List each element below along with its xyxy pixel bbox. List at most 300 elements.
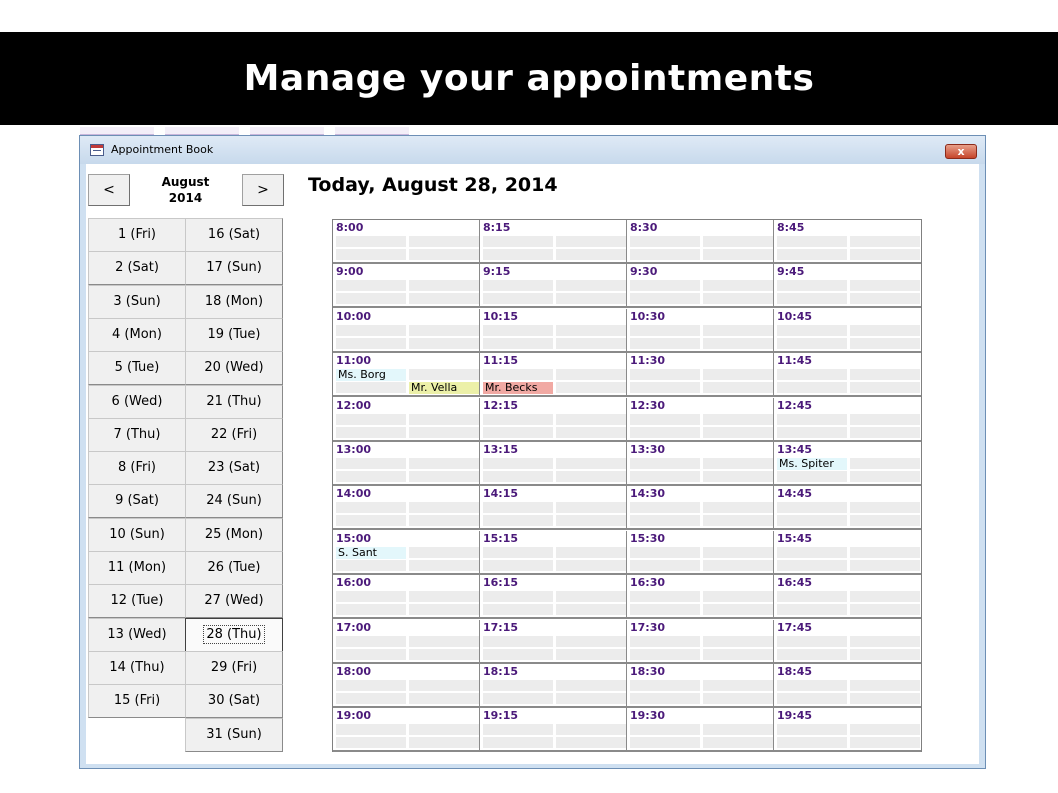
time-slot[interactable] — [627, 486, 774, 530]
empty-sub-slot[interactable] — [556, 680, 626, 691]
empty-sub-slot[interactable] — [703, 724, 773, 735]
empty-sub-slot[interactable] — [777, 693, 847, 704]
empty-sub-slot[interactable] — [336, 636, 406, 647]
time-slot-label: 15:00 — [336, 531, 372, 545]
empty-sub-slot[interactable] — [630, 547, 700, 558]
empty-sub-slot[interactable] — [703, 471, 773, 482]
time-slot[interactable] — [627, 708, 774, 752]
empty-sub-slot[interactable] — [630, 293, 700, 304]
empty-sub-slot[interactable] — [336, 293, 406, 304]
time-slot-label: 13:30 — [630, 443, 666, 456]
appointment-entry[interactable]: S. Sant — [336, 547, 406, 559]
empty-sub-slot[interactable] — [483, 325, 553, 336]
empty-sub-slot[interactable] — [556, 515, 626, 526]
empty-sub-slot[interactable] — [703, 560, 773, 571]
empty-sub-slot[interactable] — [336, 471, 406, 482]
empty-sub-slot[interactable] — [777, 547, 847, 558]
day-button[interactable] — [88, 518, 186, 552]
time-slot[interactable] — [333, 398, 480, 442]
empty-sub-slot[interactable] — [630, 560, 700, 571]
empty-sub-slot[interactable] — [630, 636, 700, 647]
window-close-button[interactable]: x — [945, 144, 977, 159]
empty-sub-slot[interactable] — [630, 471, 700, 482]
time-slot[interactable] — [774, 620, 921, 664]
empty-sub-slot[interactable] — [483, 547, 553, 558]
empty-sub-slot[interactable] — [703, 680, 773, 691]
day-button[interactable] — [185, 684, 283, 718]
prev-month-button[interactable]: < — [88, 174, 130, 206]
empty-sub-slot[interactable] — [336, 249, 406, 260]
empty-sub-slot[interactable] — [777, 338, 847, 349]
empty-sub-slot[interactable] — [483, 560, 553, 571]
time-slot[interactable] — [774, 309, 921, 353]
time-slot[interactable] — [480, 531, 627, 575]
time-slot[interactable] — [333, 708, 480, 752]
empty-sub-slot[interactable] — [483, 471, 553, 482]
empty-sub-slot[interactable] — [850, 547, 920, 558]
time-slot[interactable] — [333, 575, 480, 619]
time-slot[interactable] — [480, 575, 627, 619]
day-button[interactable] — [185, 218, 283, 252]
empty-sub-slot[interactable] — [409, 547, 479, 558]
empty-sub-slot[interactable] — [336, 382, 406, 393]
day-button[interactable] — [185, 418, 283, 452]
empty-sub-slot[interactable] — [703, 325, 773, 336]
time-slot-label: 16:30 — [630, 576, 666, 590]
day-button[interactable] — [185, 518, 283, 552]
empty-sub-slot[interactable] — [483, 280, 553, 291]
empty-sub-slot[interactable] — [703, 591, 773, 602]
day-button[interactable] — [88, 551, 186, 585]
time-slot[interactable] — [774, 708, 921, 752]
empty-sub-slot[interactable] — [409, 649, 479, 660]
day-button[interactable] — [88, 651, 186, 685]
day-button[interactable] — [185, 285, 283, 319]
day-button[interactable] — [88, 218, 186, 252]
time-slot[interactable] — [480, 620, 627, 664]
day-button[interactable] — [185, 584, 283, 618]
empty-sub-slot[interactable] — [630, 280, 700, 291]
empty-sub-slot[interactable] — [483, 458, 553, 469]
day-button[interactable] — [185, 385, 283, 419]
empty-sub-slot[interactable] — [483, 502, 553, 513]
empty-sub-slot[interactable] — [409, 338, 479, 349]
empty-sub-slot[interactable] — [703, 515, 773, 526]
empty-sub-slot[interactable] — [336, 414, 406, 425]
empty-sub-slot[interactable] — [556, 560, 626, 571]
empty-sub-slot[interactable] — [850, 636, 920, 647]
day-button[interactable] — [88, 318, 186, 352]
appointment-entry[interactable]: Ms. Spiter — [777, 458, 847, 470]
empty-sub-slot[interactable] — [336, 338, 406, 349]
empty-sub-slot[interactable] — [630, 236, 700, 247]
empty-sub-slot[interactable] — [409, 515, 479, 526]
empty-sub-slot[interactable] — [703, 280, 773, 291]
time-slot[interactable] — [774, 575, 921, 619]
empty-sub-slot[interactable] — [777, 560, 847, 571]
empty-sub-slot[interactable] — [850, 502, 920, 513]
time-slot[interactable] — [774, 531, 921, 575]
empty-sub-slot[interactable] — [483, 249, 553, 260]
empty-sub-slot[interactable] — [777, 427, 847, 438]
empty-sub-slot[interactable] — [630, 502, 700, 513]
empty-sub-slot[interactable] — [630, 737, 700, 748]
empty-sub-slot[interactable] — [483, 636, 553, 647]
empty-sub-slot[interactable] — [483, 236, 553, 247]
time-slot[interactable] — [627, 309, 774, 353]
empty-sub-slot[interactable] — [850, 293, 920, 304]
empty-sub-slot[interactable] — [630, 458, 700, 469]
empty-sub-slot[interactable] — [336, 458, 406, 469]
empty-sub-slot[interactable] — [409, 293, 479, 304]
empty-sub-slot[interactable] — [850, 515, 920, 526]
empty-sub-slot[interactable] — [703, 427, 773, 438]
empty-sub-slot[interactable] — [409, 693, 479, 704]
empty-sub-slot[interactable] — [630, 249, 700, 260]
empty-sub-slot[interactable] — [556, 724, 626, 735]
empty-sub-slot[interactable] — [483, 369, 553, 380]
empty-sub-slot[interactable] — [336, 325, 406, 336]
empty-sub-slot[interactable] — [556, 293, 626, 304]
time-slot[interactable] — [627, 398, 774, 442]
time-slot[interactable] — [774, 353, 921, 397]
empty-sub-slot[interactable] — [556, 591, 626, 602]
empty-sub-slot[interactable] — [777, 249, 847, 260]
empty-sub-slot[interactable] — [703, 547, 773, 558]
time-slot[interactable] — [774, 664, 921, 708]
empty-sub-slot[interactable] — [630, 515, 700, 526]
empty-sub-slot[interactable] — [777, 724, 847, 735]
empty-sub-slot[interactable] — [336, 560, 406, 571]
empty-sub-slot[interactable] — [409, 458, 479, 469]
time-slot[interactable] — [480, 353, 627, 397]
time-slot[interactable] — [627, 620, 774, 664]
empty-sub-slot[interactable] — [409, 369, 479, 380]
empty-sub-slot[interactable] — [703, 369, 773, 380]
empty-sub-slot[interactable] — [777, 604, 847, 615]
time-slot[interactable] — [333, 442, 480, 486]
empty-sub-slot[interactable] — [556, 236, 626, 247]
empty-sub-slot[interactable] — [850, 382, 920, 393]
appointment-entry[interactable]: Ms. Borg — [336, 369, 406, 381]
empty-sub-slot[interactable] — [850, 604, 920, 615]
empty-sub-slot[interactable] — [777, 369, 847, 380]
time-slot[interactable] — [480, 220, 627, 264]
empty-sub-slot[interactable] — [777, 502, 847, 513]
background-tab-strip — [80, 127, 420, 135]
day-button[interactable] — [185, 718, 283, 752]
empty-sub-slot[interactable] — [630, 724, 700, 735]
empty-sub-slot[interactable] — [556, 458, 626, 469]
time-slot[interactable] — [480, 708, 627, 752]
time-slot-label: 18:30 — [630, 665, 666, 678]
empty-sub-slot[interactable] — [336, 280, 406, 291]
empty-sub-slot[interactable] — [777, 680, 847, 691]
empty-sub-slot[interactable] — [703, 502, 773, 513]
time-slot[interactable] — [627, 264, 774, 308]
time-slot[interactable] — [480, 309, 627, 353]
time-slot-label: 14:15 — [483, 487, 519, 501]
empty-sub-slot[interactable] — [556, 414, 626, 425]
window-titlebar[interactable] — [80, 136, 985, 164]
time-slot[interactable] — [627, 220, 774, 264]
empty-sub-slot[interactable] — [483, 693, 553, 704]
empty-sub-slot[interactable] — [409, 325, 479, 336]
time-slot[interactable] — [774, 486, 921, 530]
day-button-label: 19 (Tue) — [207, 326, 261, 342]
empty-sub-slot[interactable] — [703, 649, 773, 660]
day-button[interactable] — [88, 251, 186, 285]
time-slot[interactable] — [333, 309, 480, 353]
empty-sub-slot[interactable] — [556, 604, 626, 615]
time-slot[interactable] — [333, 220, 480, 264]
empty-sub-slot[interactable] — [483, 724, 553, 735]
empty-sub-slot[interactable] — [336, 591, 406, 602]
day-button[interactable] — [185, 451, 283, 485]
empty-sub-slot[interactable] — [556, 649, 626, 660]
empty-sub-slot[interactable] — [777, 382, 847, 393]
empty-sub-slot[interactable] — [777, 236, 847, 247]
empty-sub-slot[interactable] — [777, 737, 847, 748]
empty-sub-slot[interactable] — [409, 427, 479, 438]
time-slot[interactable] — [627, 442, 774, 486]
time-slot-label: 12:45 — [777, 398, 813, 412]
time-slot[interactable] — [480, 664, 627, 708]
empty-sub-slot[interactable] — [409, 471, 479, 482]
empty-sub-slot[interactable] — [556, 280, 626, 291]
empty-sub-slot[interactable] — [703, 693, 773, 704]
day-button[interactable] — [185, 651, 283, 685]
time-slot[interactable] — [774, 398, 921, 442]
empty-sub-slot[interactable] — [630, 382, 700, 393]
appointment-entry[interactable]: Mr. Vella — [409, 382, 479, 394]
day-button-label: 27 (Wed) — [204, 593, 264, 609]
time-slot[interactable] — [480, 442, 627, 486]
empty-sub-slot[interactable] — [850, 280, 920, 291]
empty-sub-slot[interactable] — [777, 515, 847, 526]
time-slot[interactable] — [333, 486, 480, 530]
empty-sub-slot[interactable] — [483, 591, 553, 602]
empty-sub-slot[interactable] — [777, 414, 847, 425]
empty-sub-slot[interactable] — [703, 236, 773, 247]
time-slot[interactable] — [774, 264, 921, 308]
empty-sub-slot[interactable] — [336, 649, 406, 660]
day-button[interactable] — [185, 251, 283, 285]
day-button[interactable] — [88, 285, 186, 319]
empty-sub-slot[interactable] — [409, 591, 479, 602]
empty-sub-slot[interactable] — [556, 636, 626, 647]
empty-sub-slot[interactable] — [850, 414, 920, 425]
empty-sub-slot[interactable] — [556, 547, 626, 558]
empty-sub-slot[interactable] — [336, 515, 406, 526]
empty-sub-slot[interactable] — [409, 604, 479, 615]
empty-sub-slot[interactable] — [409, 236, 479, 247]
day-button[interactable] — [185, 551, 283, 585]
time-slot[interactable] — [774, 442, 921, 486]
window-title: Appointment Book — [111, 143, 214, 156]
day-button-label: 11 (Mon) — [107, 560, 167, 575]
empty-sub-slot[interactable] — [556, 471, 626, 482]
day-button-label: 23 (Sat) — [207, 460, 261, 476]
day-button-label: 16 (Sat) — [207, 227, 261, 242]
time-slot[interactable] — [480, 486, 627, 530]
time-slot[interactable] — [774, 220, 921, 264]
empty-sub-slot[interactable] — [703, 382, 773, 393]
day-button[interactable] — [185, 351, 283, 385]
empty-sub-slot[interactable] — [630, 325, 700, 336]
day-button[interactable] — [88, 418, 186, 452]
empty-sub-slot[interactable] — [556, 427, 626, 438]
empty-sub-slot[interactable] — [483, 427, 553, 438]
day-button[interactable] — [88, 584, 186, 618]
empty-sub-slot[interactable] — [556, 737, 626, 748]
empty-sub-slot[interactable] — [850, 338, 920, 349]
empty-sub-slot[interactable] — [630, 427, 700, 438]
empty-sub-slot[interactable] — [483, 414, 553, 425]
time-slot[interactable] — [333, 353, 480, 397]
empty-sub-slot[interactable] — [483, 737, 553, 748]
empty-sub-slot[interactable] — [850, 591, 920, 602]
empty-sub-slot[interactable] — [630, 604, 700, 615]
day-button[interactable] — [88, 451, 186, 485]
empty-sub-slot[interactable] — [336, 604, 406, 615]
empty-sub-slot[interactable] — [850, 560, 920, 571]
empty-sub-slot[interactable] — [630, 369, 700, 380]
empty-sub-slot[interactable] — [850, 649, 920, 660]
empty-sub-slot[interactable] — [556, 338, 626, 349]
empty-sub-slot[interactable] — [483, 604, 553, 615]
time-slot-label: 17:15 — [483, 620, 519, 634]
time-slot[interactable] — [627, 531, 774, 575]
empty-sub-slot[interactable] — [703, 293, 773, 304]
empty-sub-slot[interactable] — [703, 458, 773, 469]
empty-sub-slot[interactable] — [336, 724, 406, 735]
empty-sub-slot[interactable] — [483, 680, 553, 691]
empty-sub-slot[interactable] — [630, 649, 700, 660]
day-button[interactable] — [88, 351, 186, 385]
day-button[interactable] — [185, 318, 283, 352]
empty-sub-slot[interactable] — [336, 236, 406, 247]
empty-sub-slot[interactable] — [409, 280, 479, 291]
day-button-label: 18 (Mon) — [204, 293, 264, 309]
empty-sub-slot[interactable] — [850, 427, 920, 438]
empty-sub-slot[interactable] — [850, 249, 920, 260]
empty-sub-slot[interactable] — [409, 636, 479, 647]
empty-sub-slot[interactable] — [703, 737, 773, 748]
time-slot-label: 19:00 — [336, 709, 372, 723]
empty-sub-slot[interactable] — [850, 737, 920, 748]
empty-sub-slot[interactable] — [850, 693, 920, 704]
time-slot[interactable] — [333, 664, 480, 708]
empty-sub-slot[interactable] — [777, 591, 847, 602]
day-button[interactable] — [88, 618, 186, 652]
empty-sub-slot[interactable] — [777, 280, 847, 291]
empty-sub-slot[interactable] — [336, 737, 406, 748]
time-slot-label: 18:15 — [483, 665, 519, 678]
day-button[interactable] — [88, 684, 186, 718]
empty-sub-slot[interactable] — [556, 249, 626, 260]
empty-sub-slot[interactable] — [630, 693, 700, 704]
empty-sub-slot[interactable] — [336, 502, 406, 513]
empty-sub-slot[interactable] — [630, 680, 700, 691]
empty-sub-slot[interactable] — [850, 471, 920, 482]
time-slot[interactable] — [627, 664, 774, 708]
empty-sub-slot[interactable] — [850, 680, 920, 691]
day-button-label: 25 (Mon) — [204, 526, 264, 542]
time-slot[interactable] — [627, 353, 774, 397]
empty-sub-slot[interactable] — [703, 636, 773, 647]
empty-sub-slot[interactable] — [777, 293, 847, 304]
empty-sub-slot[interactable] — [556, 382, 626, 393]
empty-sub-slot[interactable] — [483, 515, 553, 526]
empty-sub-slot[interactable] — [336, 427, 406, 438]
day-button-label: 13 (Wed) — [107, 626, 167, 642]
empty-sub-slot[interactable] — [703, 249, 773, 260]
empty-sub-slot[interactable] — [556, 369, 626, 380]
day-button-label: 7 (Thu) — [113, 426, 161, 442]
empty-sub-slot[interactable] — [777, 636, 847, 647]
empty-sub-slot[interactable] — [703, 604, 773, 615]
empty-sub-slot[interactable] — [483, 649, 553, 660]
empty-sub-slot[interactable] — [630, 591, 700, 602]
empty-sub-slot[interactable] — [703, 338, 773, 349]
day-button[interactable] — [88, 385, 186, 419]
empty-sub-slot[interactable] — [630, 338, 700, 349]
time-slot-label: 8:45 — [777, 221, 805, 234]
empty-sub-slot[interactable] — [556, 502, 626, 513]
time-slot[interactable] — [627, 575, 774, 619]
time-slot[interactable] — [480, 398, 627, 442]
day-button[interactable] — [185, 484, 283, 518]
time-slot[interactable] — [480, 264, 627, 308]
empty-sub-slot[interactable] — [777, 471, 847, 482]
empty-sub-slot[interactable] — [409, 502, 479, 513]
empty-sub-slot[interactable] — [336, 693, 406, 704]
day-button[interactable] — [185, 618, 283, 652]
empty-sub-slot[interactable] — [703, 414, 773, 425]
empty-sub-slot[interactable] — [777, 649, 847, 660]
time-slot[interactable] — [333, 264, 480, 308]
empty-sub-slot[interactable] — [409, 560, 479, 571]
time-slot[interactable] — [333, 531, 480, 575]
empty-sub-slot[interactable] — [630, 414, 700, 425]
empty-sub-slot[interactable] — [850, 458, 920, 469]
day-button-label: 17 (Sun) — [206, 260, 262, 276]
empty-sub-slot[interactable] — [409, 414, 479, 425]
empty-sub-slot[interactable] — [409, 737, 479, 748]
empty-sub-slot[interactable] — [483, 338, 553, 349]
empty-sub-slot[interactable] — [850, 325, 920, 336]
empty-sub-slot[interactable] — [850, 724, 920, 735]
next-month-button[interactable]: > — [242, 174, 284, 206]
empty-sub-slot[interactable] — [336, 680, 406, 691]
empty-sub-slot[interactable] — [850, 369, 920, 380]
empty-sub-slot[interactable] — [777, 325, 847, 336]
empty-sub-slot[interactable] — [409, 680, 479, 691]
empty-sub-slot[interactable] — [850, 236, 920, 247]
empty-sub-slot[interactable] — [409, 249, 479, 260]
day-button-label: 10 (Sun) — [109, 526, 165, 542]
empty-sub-slot[interactable] — [409, 724, 479, 735]
time-slot-label: 18:45 — [777, 665, 813, 678]
time-slot[interactable] — [333, 620, 480, 664]
empty-sub-slot[interactable] — [556, 693, 626, 704]
time-slot-label: 9:45 — [777, 265, 805, 279]
day-button[interactable] — [88, 484, 186, 518]
empty-sub-slot[interactable] — [556, 325, 626, 336]
appointment-entry[interactable]: Mr. Becks — [483, 382, 553, 394]
empty-sub-slot[interactable] — [483, 293, 553, 304]
